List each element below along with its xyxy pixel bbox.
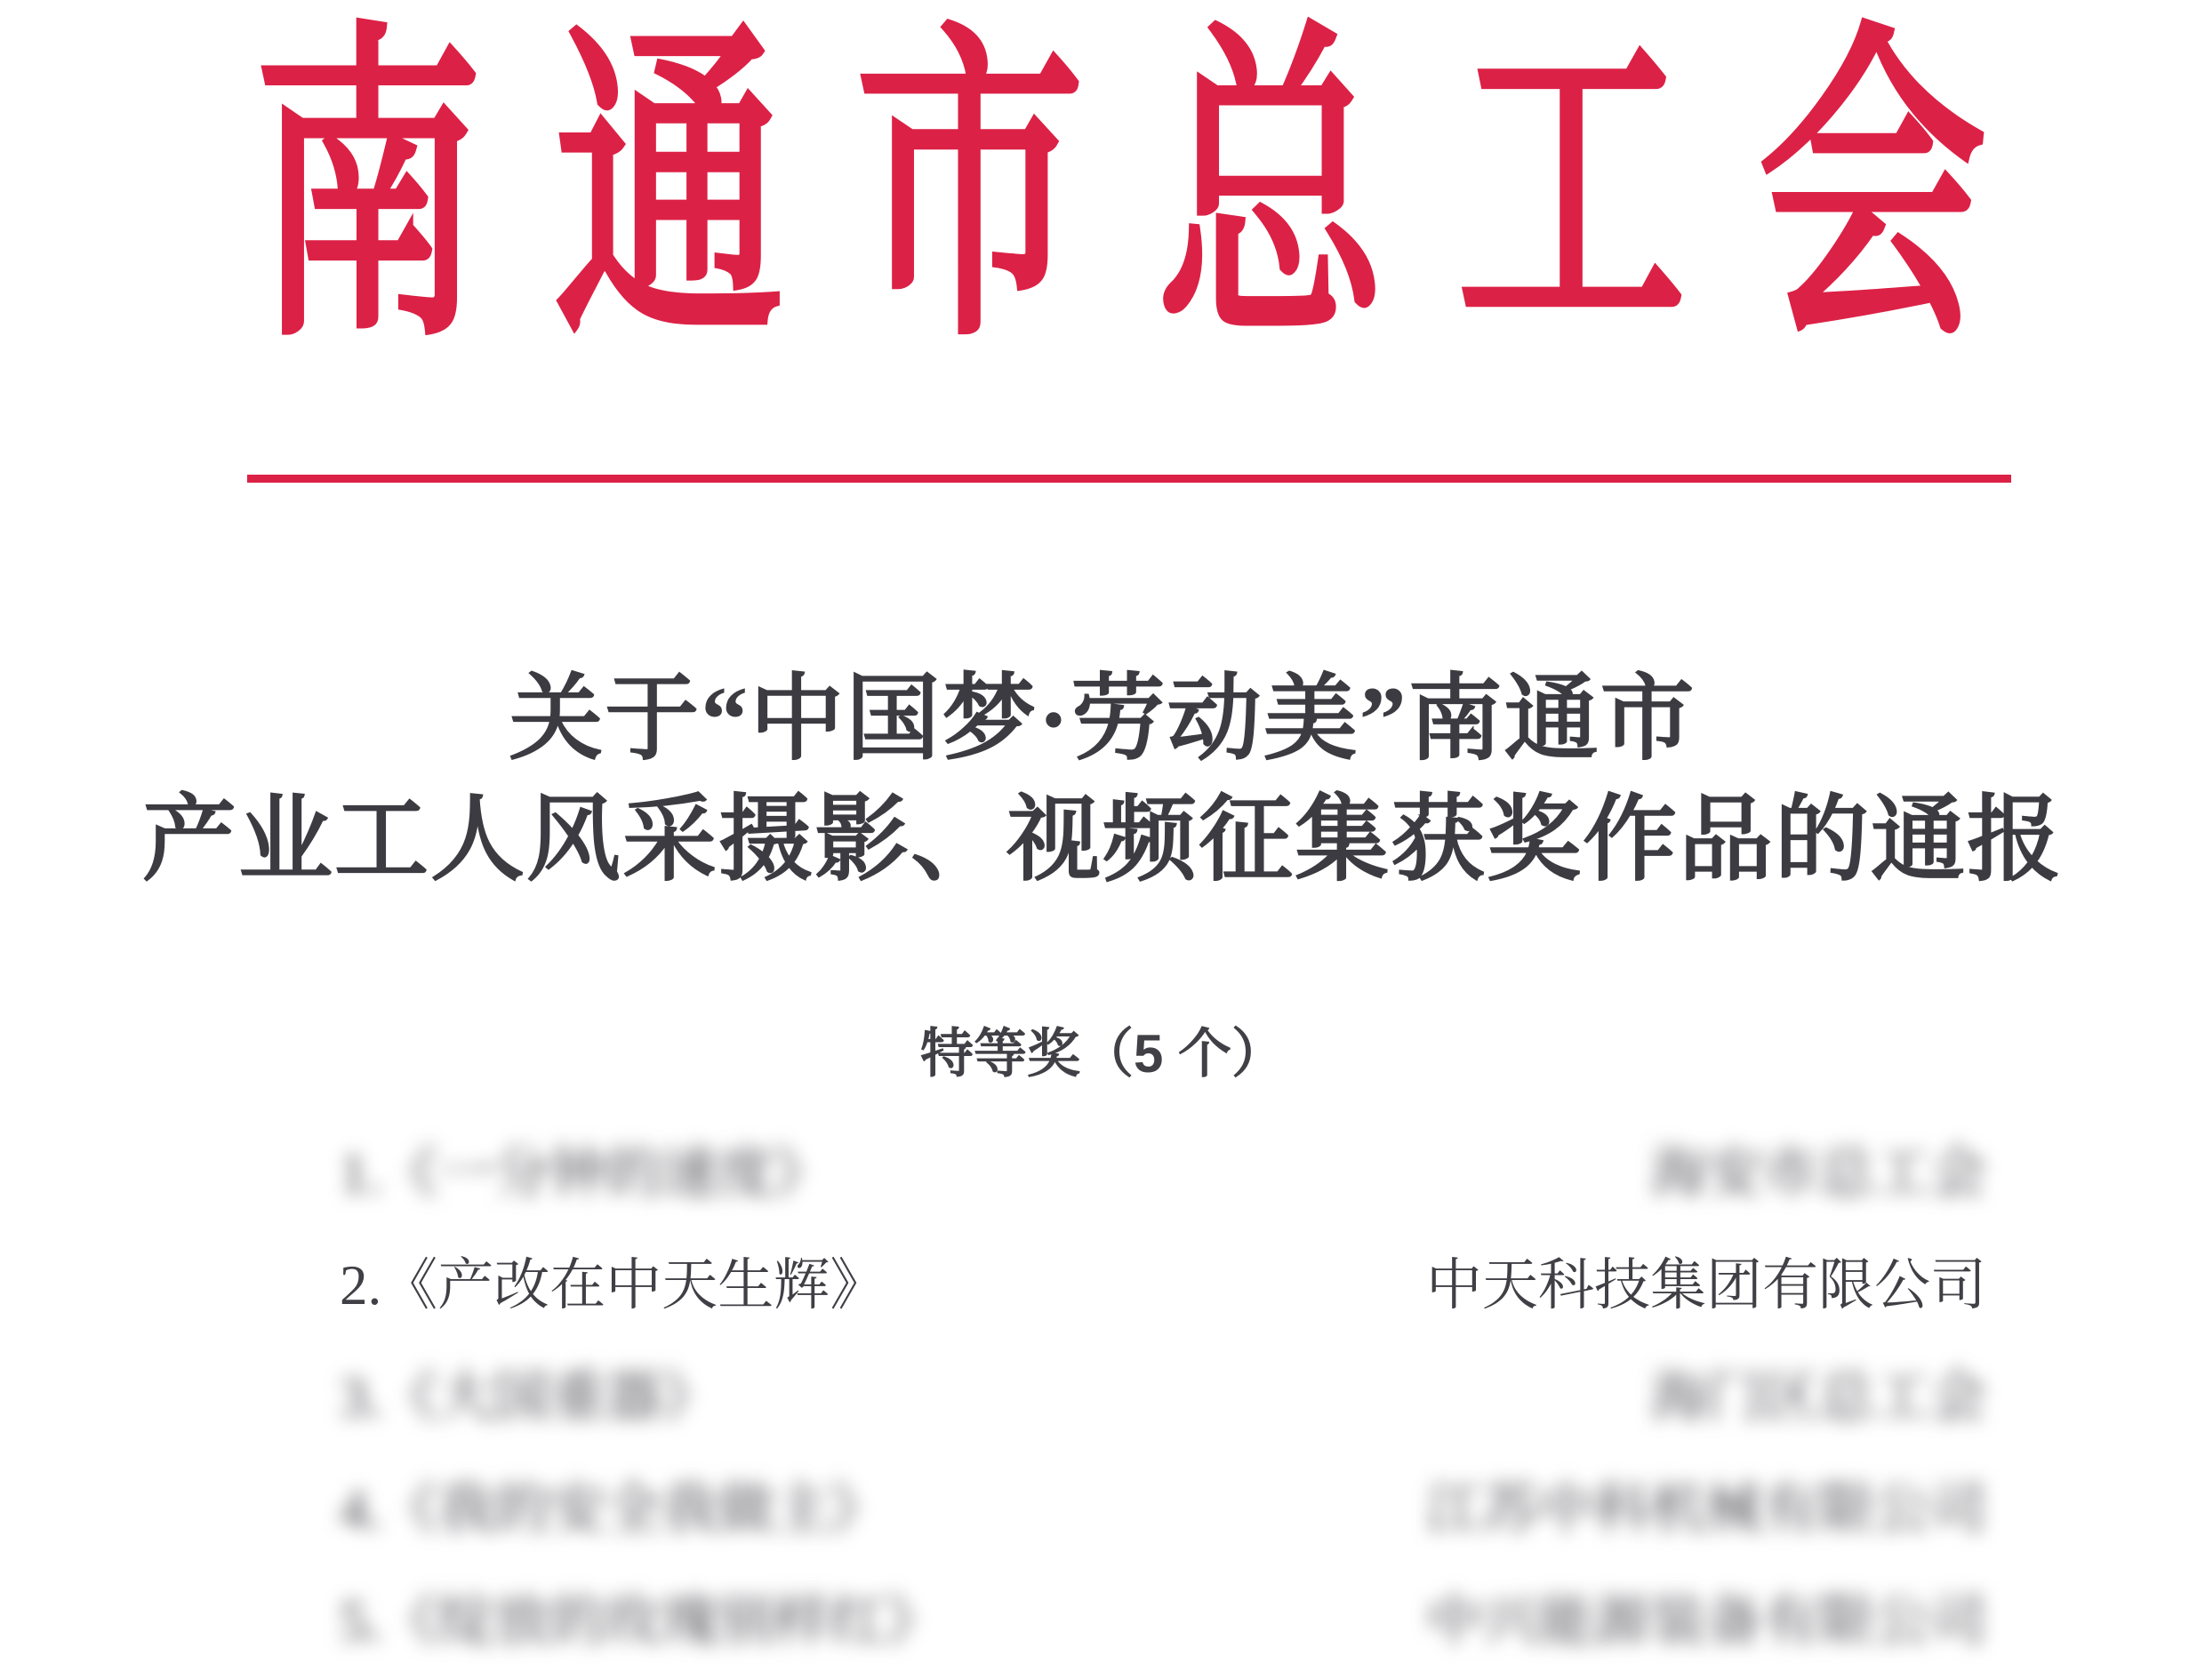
- award-org-name: 海门区总工会: [1650, 1366, 1986, 1428]
- letterhead-char: 通: [554, 6, 784, 376]
- letterhead-char: 市: [854, 6, 1085, 376]
- red-divider-line: [247, 475, 2011, 483]
- letterhead-char: 南: [253, 6, 483, 376]
- award-org-name: 中天科技集团有限公司: [1426, 1254, 1986, 1316]
- award-work-title: 1.《一分钟的速度》: [340, 1142, 830, 1204]
- award-row: [340, 1253, 1986, 1365]
- award-row: [340, 1141, 1986, 1253]
- award-list: [340, 1141, 1986, 1680]
- award-work-title: 5.《绽放的玫瑰别样红》: [340, 1590, 942, 1652]
- notice-title-line2: 产业工人风采摄影、视频征集获奖作品的通报: [142, 788, 2063, 892]
- award-work-title: 3.《大国重器》: [340, 1366, 718, 1428]
- award-work-title: 2.《产改在中天生辉》: [340, 1254, 886, 1316]
- letterhead-title: [253, 6, 1987, 540]
- award-org-name: 海安市总工会: [1650, 1142, 1986, 1204]
- award-row: [340, 1477, 1986, 1589]
- award-work-title: 4.《我的安全我做主》: [340, 1478, 886, 1540]
- award-row: [340, 1365, 1986, 1477]
- notice-title-line1: 关于“中国梦·劳动美”南通市: [509, 668, 1696, 772]
- notice-title: [0, 660, 2205, 900]
- letterhead-char: 会: [1757, 6, 1987, 376]
- award-tier-heading: 特等奖（5 个）: [919, 1024, 1286, 1084]
- award-org-name: 中兴能源装备有限公司: [1426, 1590, 1986, 1652]
- letterhead-char: 总: [1156, 6, 1386, 376]
- award-row: [340, 1589, 1986, 1680]
- letterhead-char: 工: [1456, 6, 1687, 376]
- award-org-name: 江苏中科机械有限公司: [1426, 1478, 1986, 1540]
